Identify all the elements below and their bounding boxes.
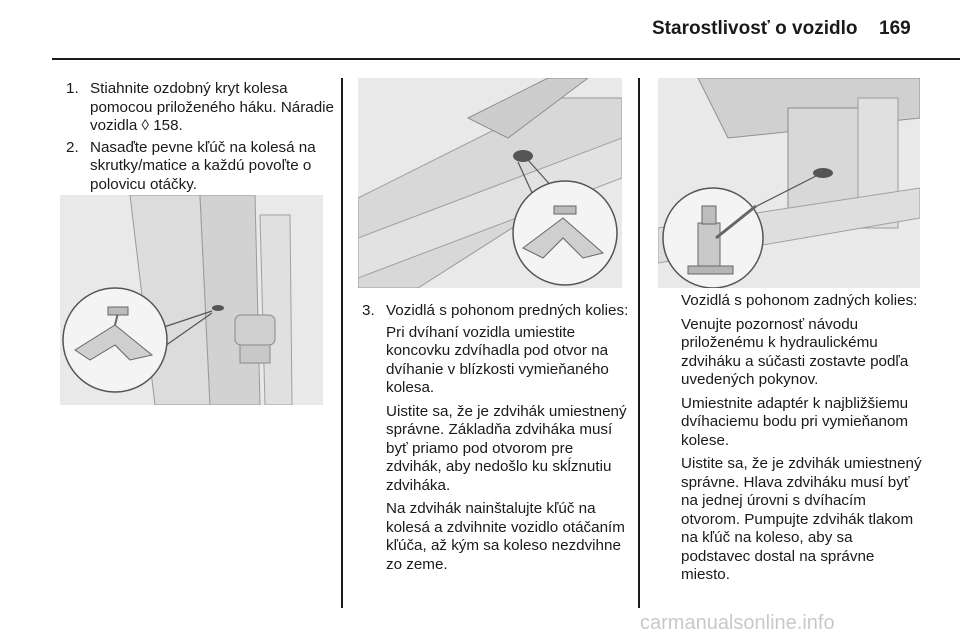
illustration-hydraulic-jack <box>658 78 920 288</box>
step-3-title: Vozidlá s pohonom predných kolies: <box>386 302 629 319</box>
step-2 <box>66 139 336 195</box>
column-divider-1 <box>341 78 343 608</box>
column-3-text <box>681 292 926 590</box>
column-2-text <box>362 302 632 579</box>
step-1 <box>66 80 336 136</box>
rwd-paragraph-3: Umiestnite adaptér k najbližšiemu dvíhaciemu bodu pri vymieňanom kolese. <box>681 394 909 449</box>
column-divider-2 <box>638 78 640 608</box>
step-3-paragraph-2: Uistite sa, že je zdvihák umiestnený správne. Základňa zdviháka musí byť priamo pod otvorom pre zdvihák, aby nedošlo ku skĺznutiu zdviháka. <box>386 402 627 494</box>
step-1-number: 1. <box>66 80 79 97</box>
rwd-paragraph-1: Vozidlá s pohonom zadných kolies: <box>681 292 918 309</box>
header-divider <box>52 58 960 60</box>
watermark: carmanualsonline.info <box>640 612 835 634</box>
step-3-paragraph-3: Na zdvihák nainštalujte kľúč na kolesá a zdvihnite vozidlo otáčaním kľúča, až kým sa koleso nezdvihne zo zeme. <box>386 500 625 573</box>
step-2-number: 2. <box>66 138 79 156</box>
page-title: Starostlivosť o vozidlo <box>652 18 858 39</box>
illustration-jack-lifting-point <box>358 78 622 288</box>
step-2-text: Nasaďte pevne kľúč na kolesá na skrutky/matice a každú povoľte o polovicu otáčky. <box>90 138 316 193</box>
column-1-text <box>66 80 336 197</box>
page-number: 169 <box>879 18 911 39</box>
rwd-paragraph-4: Uistite sa, že je zdvihák umiestnený správne. Hlava zdviháku musí byť na jednej úrovni s dvíhacím otvorom. Pumpujte zdvihák tlakom na kľúč na koleso, aby sa podstavec dostal na správne miesto. <box>681 455 922 583</box>
step-3 <box>362 302 632 321</box>
step-3-paragraph-1: Pri dvíhaní vozidla umiestite koncovku zdvíhadla pod otvor na dvíhanie v blízkosti vymieňaného kolesa. <box>386 323 609 396</box>
illustration-jack-under-sill <box>60 195 323 405</box>
rwd-paragraph-2: Venujte pozornosť návodu priloženému k hydraulickému zdviháku a súčasti zostavte podľa uvedených pokynov. <box>681 315 909 388</box>
page-header <box>0 0 960 60</box>
step-1-text: Stiahnite ozdobný kryt kolesa pomocou priloženého háku. Náradie vozidla ◊ 158. <box>90 80 335 134</box>
step-3-number: 3. <box>362 302 375 319</box>
